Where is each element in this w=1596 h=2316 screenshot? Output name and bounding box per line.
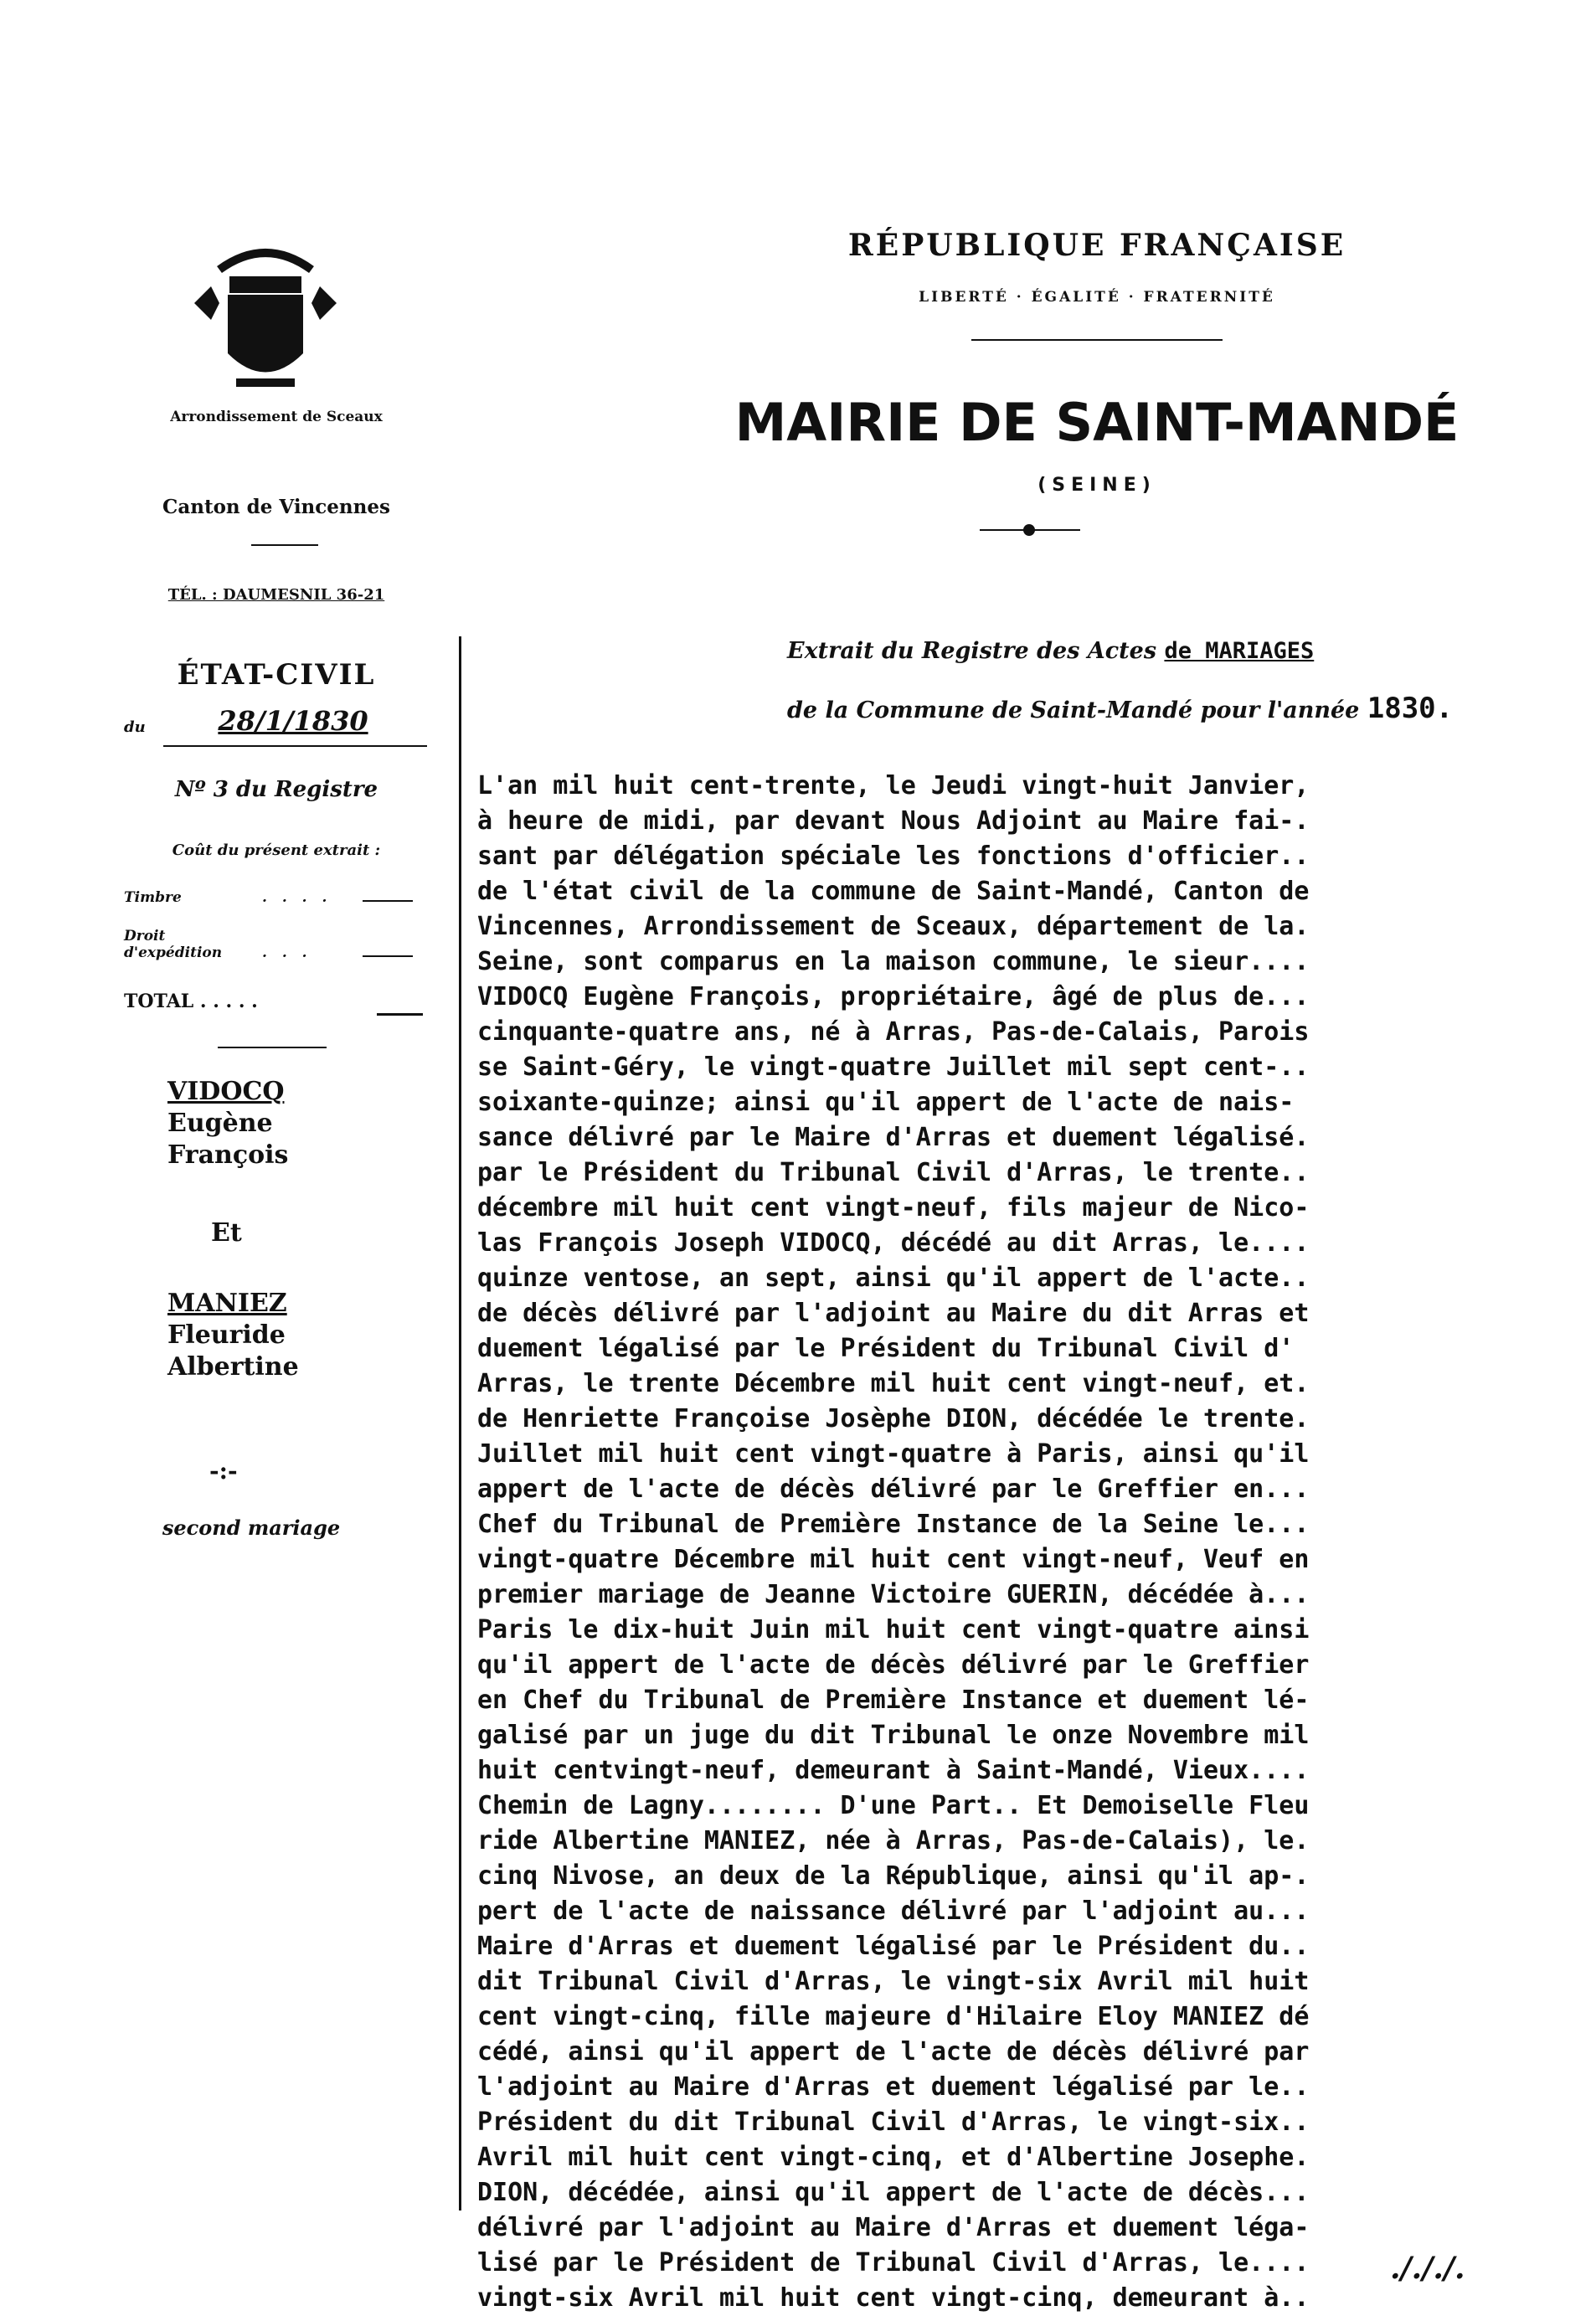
name-separator: -:- — [209, 1457, 238, 1485]
body-line: cédé, ainsi qu'il appert de l'acte de décès délivré par — [477, 2037, 1310, 2066]
body-line: pert de l'acte de naissance délivré par l'adjoint au... — [477, 1897, 1310, 1926]
fee-label: Timbre — [124, 889, 182, 906]
body-line: L'an mil huit cent-trente, le Jeudi vingt-huit Janvier, — [477, 771, 1310, 800]
body-line: Chef du Tribunal de Première Instance de la Seine le... — [477, 1510, 1310, 1539]
register-number: Nº 3 du Registre — [174, 777, 378, 802]
fee-label: Droit d'expédition — [124, 928, 223, 961]
column-divider — [459, 636, 461, 2210]
body-line: Paris le dix-huit Juin mil huit cent vingt-quatre ainsi — [477, 1615, 1310, 1644]
body-line: Vincennes, Arrondissement de Sceaux, département de la. — [477, 912, 1310, 941]
body-line: huit centvingt-neuf, demeurant à Saint-Mandé, Vieux.... — [477, 1756, 1310, 1785]
body-line: sance délivré par le Maire d'Arras et duement légalisé. — [477, 1123, 1310, 1152]
spouse1-surname: VIDOCQ — [167, 1077, 285, 1106]
telephone-label: TÉL. : DAUMESNIL 36-21 — [167, 586, 385, 604]
cost-label: Coût du présent extrait : — [172, 841, 381, 859]
body-line: cinq Nivose, an deux de la République, ainsi qu'il ap-. — [477, 1861, 1310, 1891]
date-underline — [163, 745, 427, 747]
fee-row — [124, 928, 425, 961]
body-line: duement légalisé par le Président du Tribunal Civil d' — [477, 1334, 1295, 1363]
spouse2-names — [167, 1288, 419, 1383]
body-line: appert de l'acte de décès délivré par le Greffier en... — [477, 1475, 1310, 1504]
body-line: quinze ventose, an sept, ainsi qu'il appert de l'acte.. — [477, 1264, 1310, 1293]
fee-row — [124, 889, 425, 906]
body-line: DION, décédée, ainsi qu'il appert de l'acte de décès... — [477, 2178, 1310, 2207]
total-label: TOTAL . . . . . — [124, 991, 258, 1012]
etat-civil-heading: ÉTAT-CIVIL — [177, 658, 376, 692]
act-body — [477, 769, 1583, 2316]
spouse2-given-name: Albertine — [167, 1352, 299, 1382]
divider-ornament — [1023, 524, 1035, 536]
body-line: de l'état civil de la commune de Saint-Mandé, Canton de — [477, 877, 1310, 906]
canton-divider — [251, 544, 318, 546]
body-line: Maire d'Arras et duement légalisé par le Président du.. — [477, 1932, 1310, 1961]
closing-mark: ./././. — [1390, 2251, 1465, 2286]
body-line: Arras, le trente Décembre mil huit cent vingt-neuf, et. — [477, 1369, 1310, 1398]
commune-prefix: de la Commune de Saint-Mandé pour l'année — [787, 697, 1360, 723]
body-line: cinquante-quatre ans, né à Arras, Pas-de-Calais, Parois — [477, 1017, 1310, 1047]
body-line: délivré par l'adjoint au Maire d'Arras et duement léga- — [477, 2213, 1310, 2242]
fee-dots: . . . . — [262, 889, 332, 906]
extract-line-1 — [787, 638, 1557, 664]
body-line: dit Tribunal Civil d'Arras, le vingt-six Avril mil huit — [477, 1967, 1310, 1996]
body-line: se Saint-Géry, le vingt-quatre Juillet mil sept cent-.. — [477, 1052, 1310, 1082]
spouse2-given-name: Fleuride — [167, 1320, 286, 1350]
body-line: Seine, sont comparus en la maison commune, le sieur.... — [477, 947, 1310, 976]
body-line: Chemin de Lagny........ D'une Part.. Et Demoiselle Fleu — [477, 1791, 1310, 1820]
fee-blank — [363, 900, 413, 902]
conjunction-label: Et — [211, 1218, 242, 1248]
marginal-note: second mariage — [162, 1516, 341, 1540]
body-line: ride Albertine MANIEZ, née à Arras, Pas-de-Calais), le. — [477, 1826, 1310, 1855]
body-line: à heure de midi, par devant Nous Adjoint au Maire fai-. — [477, 806, 1310, 836]
spouse1-names — [167, 1076, 419, 1171]
total-divider — [218, 1047, 327, 1048]
fee-dots: . . . — [262, 944, 312, 961]
body-line: lisé par le Président de Tribunal Civil d'Arras, le.... — [477, 2248, 1310, 2277]
body-line: en Chef du Tribunal de Première Instance et duement lé- — [477, 1686, 1310, 1715]
body-line: sant par délégation spéciale les fonctions d'officier.. — [477, 841, 1310, 871]
extract-line-2 — [787, 692, 1557, 725]
fee-blank — [363, 955, 413, 957]
republic-heading: RÉPUBLIQUE FRANÇAISE — [847, 228, 1346, 263]
spouse1-given-name: François — [167, 1140, 289, 1170]
body-line: vingt-quatre Décembre mil huit cent vingt-neuf, Veuf en — [477, 1545, 1310, 1574]
national-motto: LIBERTÉ · ÉGALITÉ · FRATERNITÉ — [919, 289, 1275, 306]
body-line: soixante-quinze; ainsi qu'il appert de l'acte de nais- — [477, 1088, 1295, 1117]
body-line: qu'il appert de l'acte de décès délivré par le Greffier — [477, 1650, 1310, 1680]
body-line: las François Joseph VIDOCQ, décédé au dit Arras, le.... — [477, 1228, 1310, 1258]
extract-prefix: Extrait du Registre des Actes — [787, 638, 1157, 664]
coat-of-arms-icon — [186, 236, 345, 395]
body-line: cent vingt-cinq, fille majeure d'Hilaire Eloy MANIEZ dé — [477, 2002, 1310, 2031]
canton-label: Canton de Vincennes — [162, 496, 390, 518]
act-date-value: 28/1/1830 — [218, 705, 368, 737]
body-line: galisé par un juge du dit Tribunal le onze Novembre mil — [477, 1721, 1310, 1750]
body-line: vingt-six Avril mil huit cent vingt-cinq, demeurant à.. — [477, 2283, 1310, 2313]
body-line: premier mariage de Jeanne Victoire GUERIN, décédée à... — [477, 1580, 1310, 1609]
spouse1-given-name: Eugène — [167, 1109, 273, 1138]
body-line: Président du dit Tribunal Civil d'Arras, le vingt-six.. — [477, 2108, 1310, 2137]
body-line: décembre mil huit cent vingt-neuf, fils majeur de Nico- — [477, 1193, 1310, 1222]
body-line: par le Président du Tribunal Civil d'Arras, le trente.. — [477, 1158, 1310, 1187]
register-type: de MARIAGES — [1164, 638, 1315, 664]
date-prefix-label: du — [124, 718, 146, 736]
body-line: Avril mil huit cent vingt-cinq, et d'Albertine Josephe. — [477, 2143, 1310, 2172]
register-year: 1830. — [1367, 692, 1454, 725]
arrondissement-label: Arrondissement de Sceaux — [170, 409, 383, 425]
mairie-title: MAIRIE DE SAINT-MANDÉ — [734, 392, 1460, 453]
body-line: Juillet mil huit cent vingt-quatre à Paris, ainsi qu'il — [477, 1439, 1310, 1469]
body-line: de Henriette Françoise Josèphe DION, décédée le trente. — [477, 1404, 1310, 1433]
spouse2-surname: MANIEZ — [167, 1289, 287, 1318]
total-blank — [377, 1013, 423, 1016]
department-label: (SEINE) — [1037, 475, 1156, 496]
body-line: VIDOCQ Eugène François, propriétaire, âgé de plus de... — [477, 982, 1310, 1011]
body-line: de décès délivré par l'adjoint au Maire du dit Arras et — [477, 1299, 1310, 1328]
header-divider — [971, 339, 1223, 341]
body-line: l'adjoint au Maire d'Arras et duement légalisé par le.. — [477, 2072, 1310, 2102]
